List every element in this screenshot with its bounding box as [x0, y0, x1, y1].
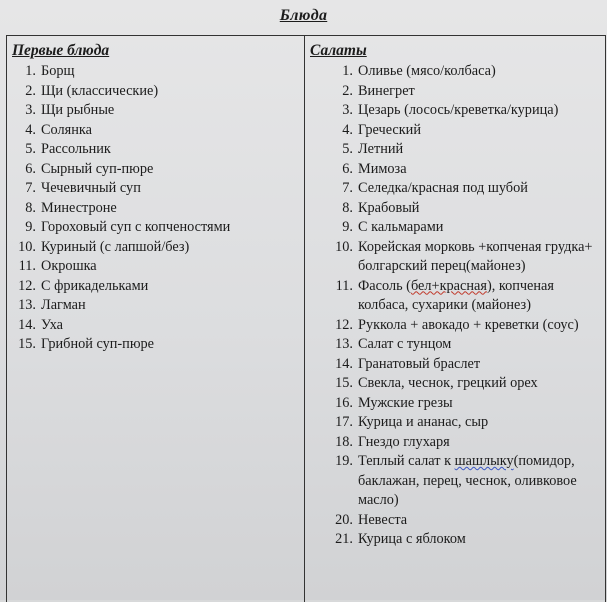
list-item: 8. Крабовый	[342, 199, 420, 216]
list-item: 5. Летний	[342, 141, 404, 157]
list-item: 9. Гороховый суп с копченостями	[25, 219, 231, 235]
list-item: 14. Гранатовый браслет	[335, 355, 481, 372]
salads-column	[304, 36, 606, 602]
list-item: 5. Рассольник	[25, 141, 111, 157]
salads-heading: Салаты	[310, 42, 367, 59]
list-item: 8. Минестроне	[25, 199, 117, 216]
list-item: 4. Греческий	[342, 121, 421, 138]
list-item: 18. Гнездо глухаря	[335, 433, 450, 450]
list-item: 11. Фасоль (бел+красная), копченая колбаса, сухарики (майонез)	[335, 277, 554, 313]
list-item: 15. Свекла, чеснок, грецкий орех	[335, 375, 538, 391]
list-item: 2. Щи (классические)	[25, 82, 159, 99]
list-item: 17. Курица и ананас, сыр	[335, 414, 489, 430]
list-item: 1. Борщ	[25, 63, 75, 79]
list-item: 1. Оливье (мясо/колбаса)	[342, 63, 496, 79]
list-item: 21. Курица с яблоком	[335, 531, 466, 547]
list-item: 2. Винегрет	[342, 82, 415, 99]
list-item: 12. С фрикадельками	[18, 277, 149, 294]
list-item: 10. Корейская морковь +копченая грудка+ болгарский перец(майонез)	[335, 238, 593, 274]
list-item: 19. Теплый салат к шашлыку(помидор, баклажан, перец, чеснок, оливковое масло)	[335, 453, 577, 508]
list-item: 16. Мужские грезы	[335, 394, 453, 411]
list-item: 10. Куриный (с лапшой/без)	[18, 238, 190, 255]
list-item: 3. Цезарь (лосось/креветка/курица)	[342, 102, 559, 118]
list-item: 6. Сырный суп-пюре	[25, 160, 154, 177]
list-item: 13. Лагман	[18, 297, 86, 313]
document-title: Блюда	[279, 7, 328, 24]
list-item: 13. Салат с тунцом	[335, 336, 452, 352]
first-courses-column	[6, 36, 304, 602]
list-item: 9. С кальмарами	[342, 219, 444, 235]
list-item: 3. Щи рыбные	[25, 102, 115, 118]
first-courses-list	[7, 62, 304, 355]
list-item: 20. Невеста	[335, 511, 408, 528]
salads-list	[305, 62, 605, 550]
list-item: 7. Чечевичный суп	[25, 180, 141, 196]
list-item: 14. Уха	[18, 316, 63, 333]
list-item: 6. Мимоза	[342, 160, 407, 177]
grammar-underline: шашлыку	[454, 453, 514, 469]
list-item: 7. Селедка/красная под шубой	[342, 180, 528, 196]
list-item: 15. Грибной суп-пюре	[18, 336, 155, 352]
menu-table	[6, 35, 606, 602]
list-item: 4. Солянка	[25, 121, 92, 138]
first-courses-heading: Первые блюда	[12, 42, 110, 59]
list-item: 12. Руккола + авокадо + креветки (соус)	[335, 316, 579, 333]
spellcheck-underline: бел+красная	[410, 277, 487, 294]
list-item: 11. Окрошка	[18, 258, 97, 274]
